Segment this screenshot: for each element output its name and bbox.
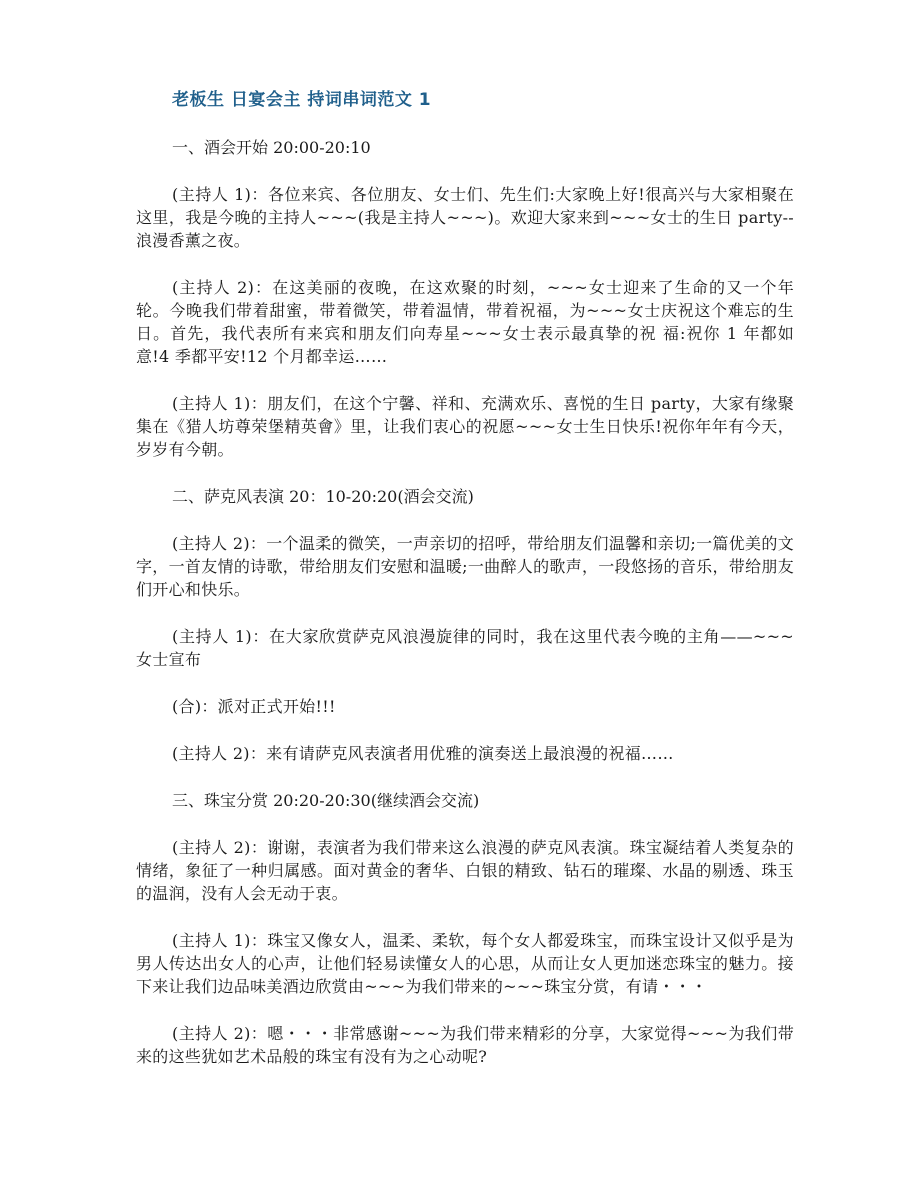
paragraph: (主持人 1)：珠宝又像女人，温柔、柔软，每个女人都爱珠宝，而珠宝设计又似乎是为男人传达出女人的心声，让他们轻易读懂女人的心思，从而让女人更加迷恋珠宝的魅力。接下来让我们边品味美酒边欣赏由~~~为我们带来的~~~珠宝分赏，有请・・・ bbox=[136, 931, 794, 996]
paragraph: (主持人 2)：嗯・・・非常感谢~~~为我们带来精彩的分享，大家觉得~~~为我们带来的这些犹如艺术品般的珠宝有没有为之心动呢? bbox=[136, 1024, 794, 1066]
document-title: 老板生 日宴会主 持词串词范文 1 bbox=[172, 90, 432, 110]
section-heading-1: 一、酒会开始 20:00-20:10 bbox=[172, 138, 371, 157]
paragraph: (主持人 2)：来有请萨克风表演者用优雅的演奏送上最浪漫的祝福…… bbox=[172, 744, 674, 763]
paragraph: (主持人 1)：朋友们，在这个宁馨、祥和、充满欢乐、喜悦的生日 party，大家有缘聚集在《猎人坊尊荣堡精英會》里，让我们衷心的祝愿~~~女士生日快乐!祝你年年有今天，岁岁有今朝。 bbox=[136, 394, 794, 459]
paragraph: (主持人 1)：在大家欣赏萨克风浪漫旋律的同时，我在这里代表今晚的主角——~~~女士宣布 bbox=[136, 627, 794, 669]
section-heading-2: 二、萨克风表演 20：10-20:20(酒会交流) bbox=[172, 487, 474, 506]
paragraph: (主持人 2)：谢谢，表演者为我们带来这么浪漫的萨克风表演。珠宝凝结着人类复杂的情绪，象征了一种归属感。面对黄金的奢华、白银的精致、钻石的璀璨、水晶的剔透、珠玉的温润，没有人会无动于衷。 bbox=[136, 838, 794, 903]
document-page bbox=[136, 88, 794, 1068]
paragraph: (主持人 2)：在这美丽的夜晚，在这欢聚的时刻，~~~女士迎来了生命的又一个年轮。今晚我们带着甜蜜，带着微笑，带着温情，带着祝福，为~~~女士庆祝这个难忘的生日。首先，我代表所有来宾和朋友们向寿星~~~女士表示最真挚的祝 福:祝你 1 年都如意!4 季都平安!12 个月都幸运…… bbox=[136, 278, 794, 366]
paragraph: (主持人 2)：一个温柔的微笑，一声亲切的招呼，带给朋友们温馨和亲切;一篇优美的文字，一首友情的诗歌，带给朋友们安慰和温暖;一曲醉人的歌声，一段悠扬的音乐，带给朋友们开心和快乐。 bbox=[136, 534, 794, 599]
paragraph: (合)：派对正式开始!!! bbox=[172, 697, 336, 716]
paragraph: (主持人 1)：各位来宾、各位朋友、女士们、先生们:大家晚上好!很高兴与大家相聚在这里，我是今晚的主持人~~~(我是主持人~~~)。欢迎大家来到~~~女士的生日 party--浪漫香薰之夜。 bbox=[136, 185, 794, 250]
section-heading-3: 三、珠宝分赏 20:20-20:30(继续酒会交流) bbox=[172, 791, 480, 810]
